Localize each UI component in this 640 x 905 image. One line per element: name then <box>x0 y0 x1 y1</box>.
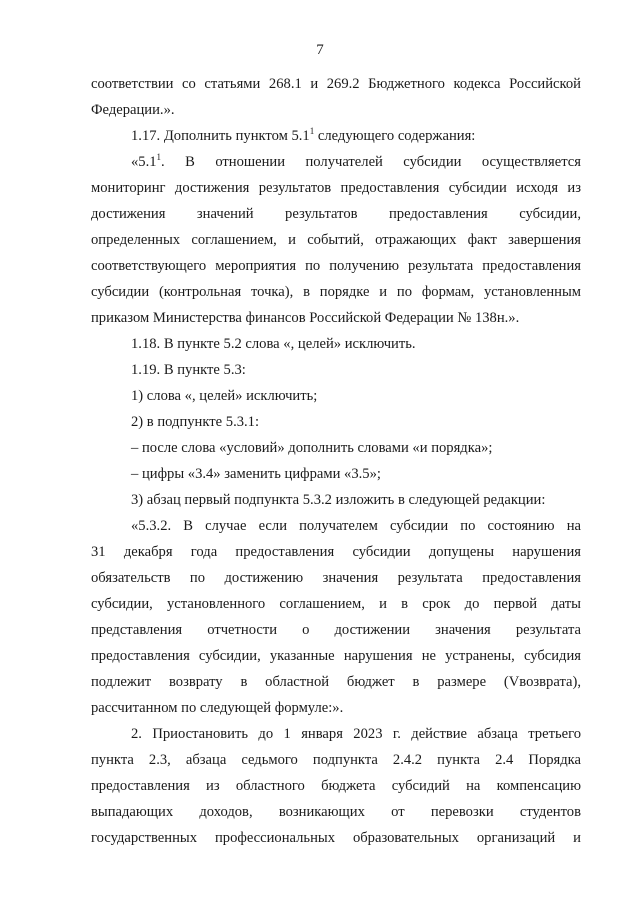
line-text: 3) абзац первый подпункта 5.3.2 изложить в следующей редакции: <box>131 492 546 508</box>
line-text: «5.1 <box>131 154 157 170</box>
text-line <box>91 71 581 97</box>
line-text: соответствии со статьями 268.1 и 269.2 Бюджетного кодекса Российской <box>91 76 581 92</box>
line-text: . В отношении получателей субсидии осуществляется <box>161 154 581 170</box>
text-line <box>91 591 581 617</box>
line-text: государственных профессиональных образовательных организаций и <box>91 830 581 846</box>
text-line <box>91 695 581 721</box>
line-text: «5.3.2. В случае если получателем субсидии по состоянию на <box>131 518 581 534</box>
line-text: – цифры «3.4» заменить цифрами «3.5»; <box>131 466 381 482</box>
text-line <box>91 383 581 409</box>
superscript: 1 <box>309 126 315 137</box>
text-line <box>91 461 581 487</box>
line-text: пункта 2.3, абзаца седьмого подпункта 2.4.2 пункта 2.4 Порядка <box>91 752 581 768</box>
text-line <box>91 331 581 357</box>
text-line <box>91 305 581 331</box>
text-line <box>91 825 581 851</box>
text-line <box>91 539 581 565</box>
text-line <box>91 669 581 695</box>
line-text: 1.19. В пункте 5.3: <box>131 362 246 378</box>
text-line <box>91 279 581 305</box>
text-line <box>91 227 581 253</box>
line-text: 2. Приостановить до 1 января 2023 г. действие абзаца третьего <box>131 726 581 742</box>
text-line <box>91 253 581 279</box>
text-line <box>91 409 581 435</box>
text-line <box>91 799 581 825</box>
line-text: 31 декабря года предоставления субсидии допущены нарушения <box>91 544 581 560</box>
text-line <box>91 149 581 175</box>
text-line <box>91 721 581 747</box>
line-text: 1.17. Дополнить пунктом 5.1 <box>131 128 310 144</box>
line-text: субсидии, установленного соглашением, и в срок до первой даты <box>91 596 581 612</box>
line-text: следующего содержания: <box>314 128 476 144</box>
line-text: предоставления субсидии, указанные нарушения не устранены, субсидия <box>91 648 581 664</box>
line-text: определенных соглашением, и событий, отражающих факт завершения <box>91 232 581 248</box>
line-text: предоставления из областного бюджета субсидий на компенсацию <box>91 778 581 794</box>
text-line <box>91 357 581 383</box>
line-text: 1) слова «, целей» исключить; <box>131 388 318 404</box>
text-line <box>91 565 581 591</box>
superscript: 1 <box>156 152 162 163</box>
line-text: Федерации.». <box>91 102 175 118</box>
line-text: подлежит возврату в областной бюджет в размере (Vвозврата), <box>91 674 581 690</box>
line-text: мониторинг достижения результатов предоставления субсидии исходя из <box>91 180 581 196</box>
text-line <box>91 97 581 123</box>
text-line <box>91 201 581 227</box>
line-text: выпадающих доходов, возникающих от перевозки студентов <box>91 804 581 820</box>
line-text: 2) в подпункте 5.3.1: <box>131 414 260 430</box>
line-text: представления отчетности о достижении значения результата <box>91 622 581 638</box>
page-number: 7 <box>316 42 324 58</box>
line-text: – после слова «условий» дополнить словами «и порядка»; <box>131 440 493 456</box>
line-text: обязательств по достижению значения результата предоставления <box>91 570 581 586</box>
text-line <box>91 617 581 643</box>
line-text: достижения значений результатов предоставления субсидии, <box>91 206 581 222</box>
line-text: приказом Министерства финансов Российской Федерации № 138н.». <box>91 310 520 326</box>
text-line <box>91 123 581 149</box>
text-line <box>91 435 581 461</box>
text-line <box>91 175 581 201</box>
text-line <box>91 513 581 539</box>
line-text: 1.18. В пункте 5.2 слова «, целей» исключить. <box>131 336 416 352</box>
text-line <box>91 773 581 799</box>
text-line <box>91 487 581 513</box>
text-line <box>91 747 581 773</box>
line-text: субсидии (контрольная точка), в порядке и по формам, установленным <box>91 284 581 300</box>
line-text: соответствующего мероприятия по получению результата предоставления <box>91 258 581 274</box>
text-line <box>91 643 581 669</box>
document-body <box>91 71 581 851</box>
line-text: рассчитанном по следующей формуле:». <box>91 700 344 716</box>
